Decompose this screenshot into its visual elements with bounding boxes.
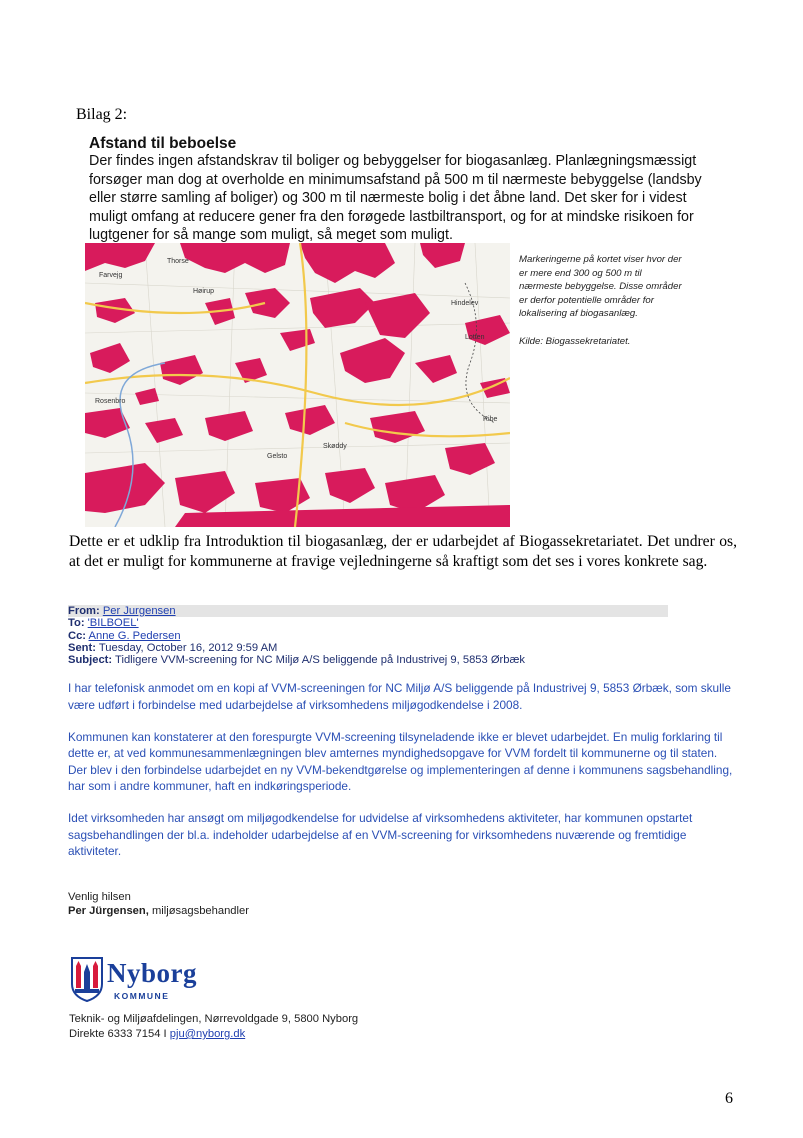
email-sent-value: Tuesday, October 16, 2012 9:59 AM [98, 641, 278, 654]
department-address: Teknik- og Miljøafdelingen, Nørrevoldgade 9, 5800 Nyborg [69, 1013, 359, 1025]
section-body-line: Der findes ingen afstandskrav til boliger og bebyggelser for biogasanlæg. Planlægningsmæssigt [89, 153, 697, 169]
email-to-link[interactable]: 'BILBOEL' [87, 617, 139, 630]
email-paragraph: Kommunen kan konstaterer at den forespurgte VVM-screening tilsyneladende ikke er blevet udarbejdet. En mulig forklaring til dette er, at ved kommunesammenlægningen blev amternes myndighedsopgave for VVM fordelt til kommunerne og til staten. Der blev i den forbindelse udarbejdet en ny VVM-bekendtgørelse og implementeringen af denne i kommunens sagsbehandling, har som i andre kommuner, haft en indkøringsperiode. [68, 729, 733, 794]
appendix-label: Bilag 2: [76, 106, 128, 123]
map-place-label: Skøddy [323, 443, 347, 450]
email-subject-line [68, 654, 748, 666]
map-place-label: Hindelev [451, 300, 479, 307]
page-number: 6 [725, 1090, 733, 1107]
logo-subtitle: KOMMUNE [114, 991, 170, 1001]
section-body [89, 152, 729, 245]
map-place-label: Rosenbro [95, 398, 126, 405]
map-caption-line: er derfor potentielle områder for [519, 294, 654, 306]
map-place-label: Thorse [167, 258, 189, 265]
signature-name: Per Jürgensen, [68, 905, 149, 918]
email-cc-line [68, 630, 748, 642]
contact-separator: I [163, 1028, 167, 1040]
section-heading: Afstand til beboelse [89, 135, 237, 152]
email-from-link[interactable]: Per Jurgensen [102, 605, 176, 617]
section-body-line: forsøger man dog at overholde en minimumsafstand på 500 m til nærmeste bebyggelse (landsby [89, 171, 702, 188]
contact-email-link[interactable]: pju@nyborg.dk [169, 1028, 246, 1040]
logo-wordmark: Nyborg [107, 958, 197, 988]
email-excerpt [68, 605, 748, 919]
email-paragraph: Idet virksomheden har ansøgt om miljøgodkendelse for udvidelse af virksomhedens aktiviteter, har kommunen opstartet sagsbehandlingen der bl.a. indeholder udarbejdelse af en VVM-screening for virksomhedens nuværende og fremtidige aktiviteter. [68, 811, 693, 859]
email-from-line [68, 605, 668, 617]
email-subject-value: Tidligere VVM-screening for NC Miljø A/S beliggende på Industrivej 9, 5853 Ørbæk [115, 654, 526, 667]
email-cc-label: Cc: [68, 629, 87, 642]
coat-of-arms-icon [70, 956, 104, 1002]
map-place-label: Gelsto [267, 453, 288, 460]
section-body-line: muligt omfang at reducere gener fra den forøgede lastbiltransport, og for at mindske risikoen for [89, 208, 694, 225]
email-from-label: From: [68, 605, 100, 617]
map-image [85, 243, 510, 527]
map-caption-line: er mere end 300 og 500 m til [519, 267, 642, 279]
email-paragraph: I har telefonisk anmodet om en kopi af VVM-screeningen for NC Miljø A/S beliggende på Industrivej 9, 5853 Ørbæk, som skulle være udført i forbindelse med udarbejdelse af virksomhedens miljøgodkendelse i 2008. [68, 681, 731, 713]
email-subject-label: Subject: [68, 654, 113, 667]
map-caption-line: nærmeste bebyggelse. Disse områder [519, 281, 682, 293]
map-source: Kilde: Biogassekretariatet. [519, 336, 631, 347]
signature-title: miljøsagsbehandler [148, 905, 249, 918]
contact-line [69, 1028, 245, 1040]
map-caption-line: Markeringerne på kortet viser hvor der [519, 254, 682, 265]
section-body-line: eller større samling af boliger) og 300 m til nærmeste bolig i det åbne land. Det sker for i videst [89, 190, 687, 207]
map-place-label: Ribe [483, 416, 498, 423]
email-greeting: Venlig hilsen [68, 890, 131, 903]
email-to-label: To: [68, 617, 85, 630]
email-to-line [68, 617, 748, 629]
email-signature [68, 904, 748, 918]
map-caption-line: lokalisering af biogasanlæg. [519, 308, 638, 320]
map-place-label: Farvejg [99, 272, 123, 279]
email-sent-label: Sent: [68, 641, 96, 654]
direct-phone: Direkte 6333 7154 [69, 1028, 161, 1040]
main-paragraph: Dette er et udklip fra Introduktion til biogasanlæg, der er udarbejdet af Biogassekretariatet. Det undrer os, at det er muligt for kommunerne at fravige vejledningerne så kraftigt som det ses i vores konkrete sag. [69, 533, 737, 570]
map-caption [519, 253, 749, 321]
section-body-line: lugtgener for så mange som muligt, så meget som muligt. [89, 227, 453, 244]
map-place-label: Høirup [193, 288, 215, 295]
email-sent-line [68, 642, 748, 654]
biogas-map [85, 243, 510, 527]
map-place-label: Lotten [465, 334, 485, 341]
email-cc-link[interactable]: Anne G. Pedersen [88, 629, 181, 642]
